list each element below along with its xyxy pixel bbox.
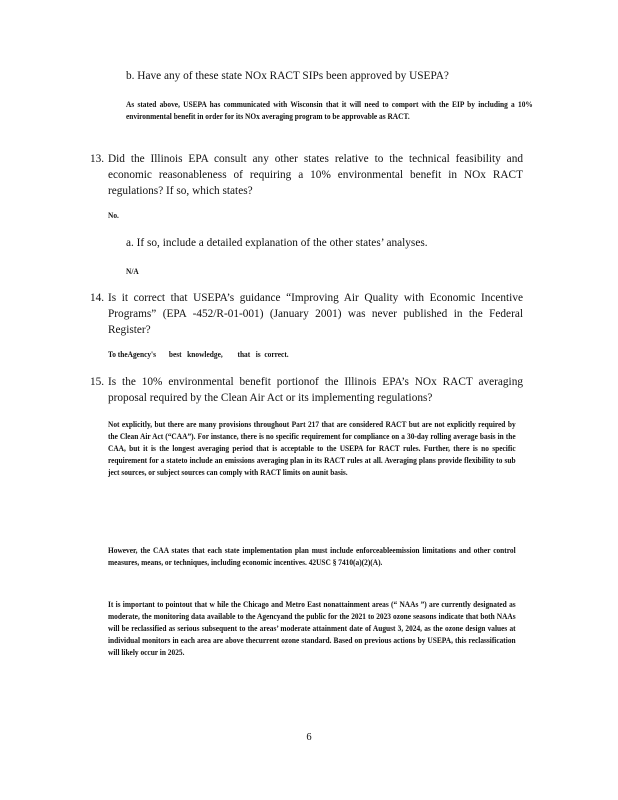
question-15 [90,374,523,406]
question-13-text: Did the Illinois EPA consult any other states relative to the technical feasibility and economic reasonableness of requiring a 10% environmental benefit in NOx RACT regulations? If so, which states? [108,153,523,197]
answer-12b: As stated above, USEPA has communicated with Wisconsin that it will need to comport with the EIP by including a 10% environmental benefit in order for its NOx averaging program to be approvable as RACT. [126,99,533,121]
question-14-text: Is it correct that USEPA’s guidance “Improving Air Quality with Economic Incentive Programs” (EPA -452/R-01-001) (January 2001) was never published in the Federal Register? [108,292,523,336]
question-14-number: 14. [90,292,105,304]
question-15-text: Is the 10% environmental benefit portionof the Illinois EPA’s NOx RACT averaging proposal required by the Clean Air Act or its implementing regulations? [108,376,523,404]
question-15-number: 15. [90,376,105,388]
question-12b: b. Have any of these state NOx RACT SIPs been approved by USEPA? [126,70,449,82]
answer-13: No. [108,210,119,220]
question-13a: a. If so, include a detailed explanation of the other states’ analyses. [126,237,428,249]
question-14 [90,290,523,338]
page-number: 6 [306,732,312,743]
question-13-number: 13. [90,153,105,165]
answer-15-paragraph-2: However, the CAA states that each state implementation plan must include enforceableemission limitations and other control measures, means, or techniques, including economic incentives. 42USC § 7410(a)(2)(A). [108,545,516,567]
answer-15-paragraph-1: Not explicitly, but there are many provisions throughout Part 217 that are considered RACT but are not explicitly required by the Clean Air Act (“CAA”). For instance, there is no specific requirement for compliance on a 30-day rolling average basis in the CAA, but it is the longest averaging period that is acceptable to the USEPA for RACT rules. Further, there is no specific requirement for a stateto include an emissions averaging plan in its RACT rules at all. Averaging plans provide flexibility to sub ject sources, or subject sources can comply with RACT limits on aunit basis. [108,419,516,477]
question-13 [90,151,523,199]
answer-15-paragraph-3: It is important to pointout that w hile the Chicago and Metro East nonattainment areas (“ NAAs ”) are currently designated as moderate, the monitoring data available to the Agencyand the public for the 2021 to 2023 ozone seasons indicate that both NAAs will be reclassified as serious subsequent to the areas’ moderate attainment date of August 3, 2024, as the ozone design values at individual monitors in each area are above thecurrent ozone standard. Based on previous actions by USEPA, this reclassification will likely occur in 2025. [108,599,516,657]
answer-14: To theAgency's best knowledge, that is correct. [108,349,289,359]
answer-13a: N/A [126,266,139,276]
